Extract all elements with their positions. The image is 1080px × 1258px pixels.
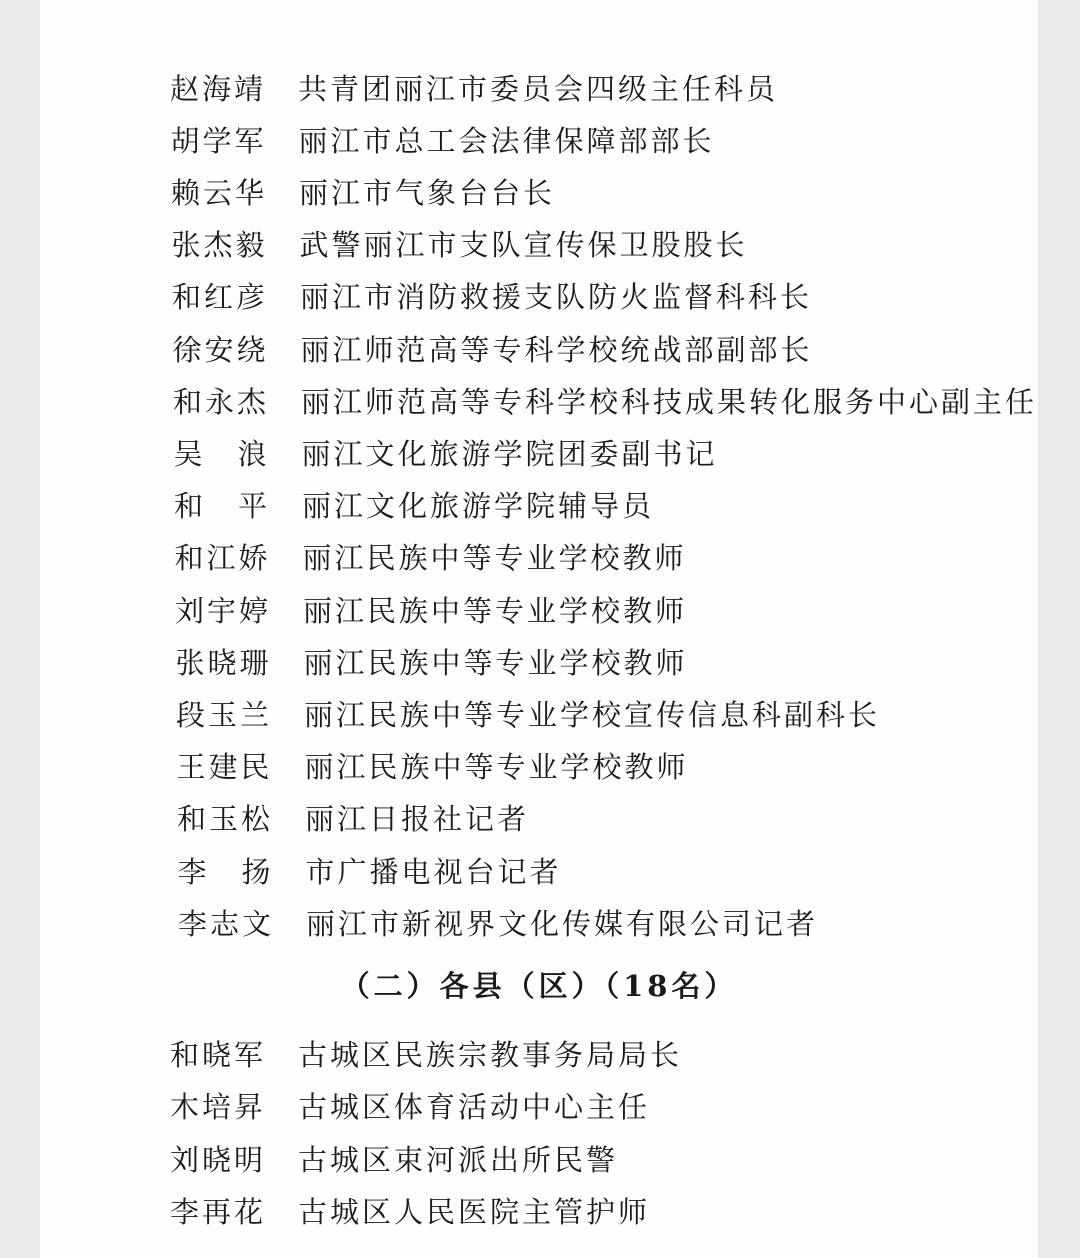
person-position: 丽江民族中等专业学校教师 [304,750,689,785]
person-name: 段玉兰 [176,697,273,732]
section-heading: （二）各县（区）（18名） [340,969,738,1003]
person-name: 赵海靖 [170,71,267,106]
list-item [170,1028,682,1078]
person-position: 丽江日报社记者 [305,802,530,837]
person-position: 丽江师范高等专科学校统战部副部长 [300,332,813,367]
person-name: 和 平 [174,489,271,524]
document-page [40,0,1038,1258]
person-position: 丽江市新视界文化传媒有限公司记者 [306,906,819,941]
list-item [175,532,687,582]
list-item [175,584,687,634]
list-item [170,1186,650,1236]
list-item [170,1081,650,1131]
list-item [173,375,1037,425]
person-position: 丽江民族中等专业学校宣传信息科副科长 [304,697,881,732]
person-name: 张晓珊 [175,645,272,680]
person-position: 丽江市气象台台长 [299,175,556,210]
list-item [172,271,812,321]
person-position: 古城区体育活动中心主任 [298,1090,651,1124]
list-item [173,323,813,373]
person-position: 丽江民族中等专业学校教师 [302,541,687,576]
person-position: 古城区人民医院主管护师 [298,1195,651,1229]
list-item [172,219,748,269]
person-name: 和江娇 [174,541,271,576]
person-name: 李 扬 [177,854,274,889]
person-name: 徐安绕 [172,332,269,367]
list-item [178,845,562,895]
person-name: 和红彦 [172,280,269,315]
person-position: 丽江文化旅游学院辅导员 [302,489,655,524]
list-item [177,741,689,791]
person-name: 刘晓明 [170,1142,267,1177]
person-name: 胡学军 [170,123,267,158]
person-name: 王建民 [176,750,273,785]
person-name: 和玉松 [177,802,274,837]
person-name: 李志文 [178,906,275,941]
person-name: 木培昇 [170,1090,267,1124]
person-name: 和晓军 [170,1037,267,1072]
person-position: 市广播电视台记者 [305,854,562,889]
person-position: 丽江文化旅游学院团委副书记 [301,436,718,471]
person-position: 丽江市总工会法律保障部部长 [298,123,715,158]
list-item [174,480,654,530]
list-item [174,427,718,477]
person-position: 共青团丽江市委员会四级主任科员 [298,71,779,106]
person-name: 刘宇婷 [175,593,272,628]
person-name: 张杰毅 [171,228,268,263]
person-position: 丽江市消防救援支队防火监督科科长 [300,280,813,315]
list-item [171,114,715,164]
person-position: 古城区束河派出所民警 [298,1142,619,1177]
list-item [170,62,778,112]
person-name: 和永杰 [173,384,270,419]
list-item [178,897,818,947]
person-position: 武警丽江市支队宣传保卫股股长 [299,228,748,263]
person-position: 古城区民族宗教事务局局长 [298,1037,683,1072]
list-item [171,166,555,216]
person-position: 丽江民族中等专业学校教师 [303,645,688,680]
list-item [177,793,529,843]
person-position: 丽江师范高等专科学校科技成果转化服务中心副主任 [301,384,1038,419]
person-name: 赖云华 [171,175,268,210]
list-item [176,636,688,686]
person-name: 李再花 [170,1195,267,1229]
list-item [176,688,880,738]
person-position: 丽江民族中等专业学校教师 [303,593,688,628]
person-name: 吴 浪 [173,436,270,471]
list-item [170,1133,618,1183]
